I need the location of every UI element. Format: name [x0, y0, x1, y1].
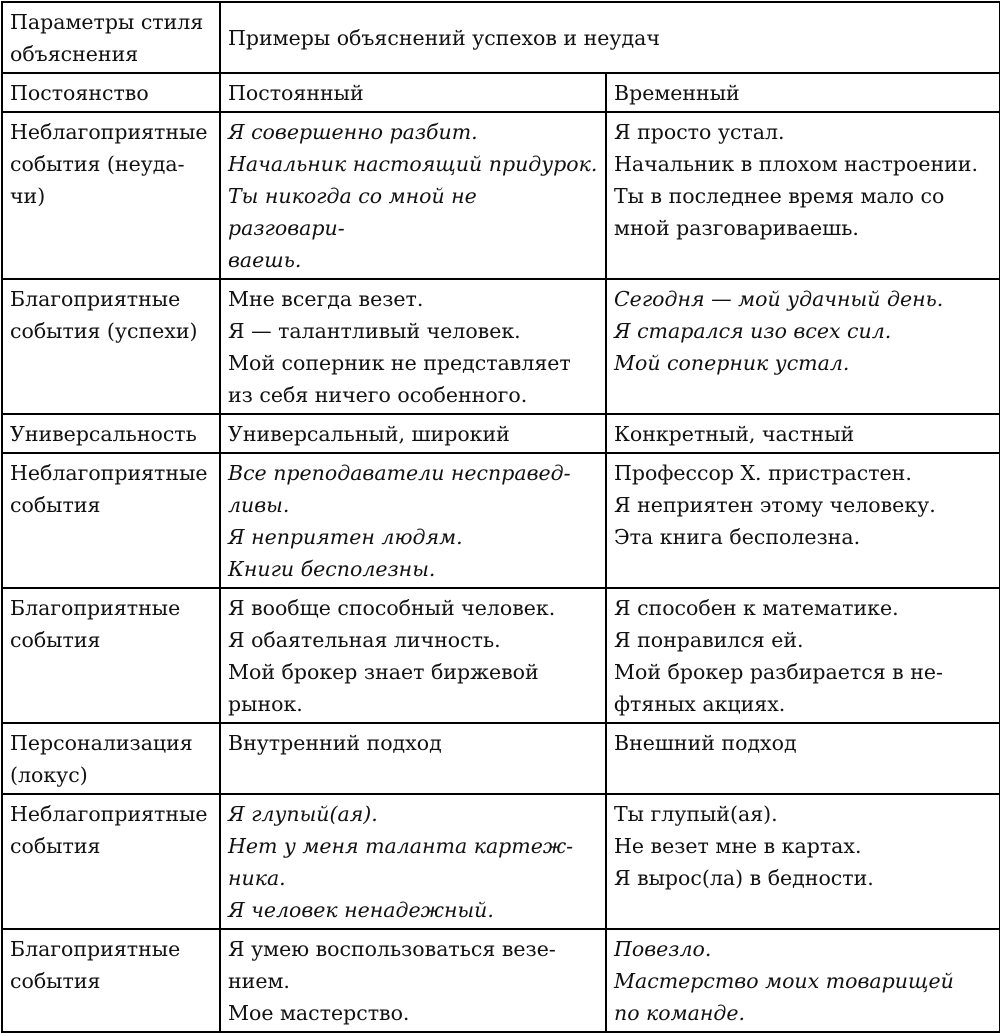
- left-example-cell: [220, 112, 606, 279]
- left-example-line: Я обаятельная личность.: [228, 628, 501, 652]
- right-example-line: Конкретный, частный: [614, 422, 855, 446]
- right-example-cell: [606, 588, 1000, 723]
- row-label-line: Благоприятные: [10, 287, 181, 311]
- row-label-line: Универсальность: [10, 422, 197, 446]
- header-style-parameters-line: Параметры стиля: [10, 10, 204, 34]
- left-example-cell: [220, 279, 606, 414]
- right-example-cell: [606, 453, 1000, 588]
- left-example-line: Я — талантливый человек.: [228, 319, 521, 343]
- row-label-cell: [2, 453, 220, 588]
- left-example-line: Мой соперник не представляет: [228, 351, 571, 375]
- right-example-line: Я неприятен этому человеку.: [614, 493, 936, 517]
- row-label-line: Неблагоприятные: [10, 461, 208, 485]
- row-label-line: события (успехи): [10, 319, 198, 343]
- row-label-cell: [2, 414, 220, 453]
- left-example-line: Внутренний подход: [228, 731, 442, 755]
- left-example-cell: [220, 929, 606, 1032]
- row-label-cell: [2, 279, 220, 414]
- right-example-cell: [606, 723, 1000, 794]
- row-label-line: события: [10, 628, 101, 652]
- table-row: [2, 453, 1000, 588]
- table-row: [2, 279, 1000, 414]
- row-label-line: события (неуда-: [10, 152, 185, 176]
- row-label-line: события: [10, 493, 101, 517]
- row-label-cell: [2, 794, 220, 929]
- left-example-line: Ты никогда со мной не разговари-: [228, 184, 477, 240]
- left-example-line: Постоянный: [228, 81, 364, 105]
- row-label-line: события: [10, 969, 101, 993]
- left-example-line: ника.: [228, 866, 286, 890]
- right-example-line: Не везет мне в картах.: [614, 834, 862, 858]
- row-label-line: Неблагоприятные: [10, 802, 208, 826]
- right-example-cell: [606, 414, 1000, 453]
- explanatory-style-table: [1, 1, 1000, 1033]
- right-example-cell: [606, 279, 1000, 414]
- row-label-cell: [2, 73, 220, 112]
- left-example-line: Мое мастерство.: [228, 1001, 410, 1025]
- row-label-cell: [2, 588, 220, 723]
- row-label-line: чи): [10, 184, 46, 208]
- right-example-line: Я просто устал.: [614, 120, 785, 144]
- row-label-cell: [2, 112, 220, 279]
- right-example-line: Эта книга бесполезна.: [614, 525, 861, 549]
- header-style-parameters-line: объяснения: [10, 42, 139, 66]
- section-row: [2, 414, 1000, 453]
- left-example-line: Начальник настоящий придурок.: [228, 152, 598, 176]
- header-examples: Примеры объяснений успехов и неудач: [220, 2, 1000, 73]
- right-example-line: Я вырос(ла) в бедности.: [614, 866, 874, 890]
- left-example-cell: [220, 794, 606, 929]
- row-label-line: Благоприятные: [10, 937, 181, 961]
- right-example-line: по команде.: [614, 1001, 746, 1025]
- right-example-line: Мой брокер разбирается в не-: [614, 660, 943, 684]
- right-example-line: Я старался изо всех сил.: [614, 319, 892, 343]
- table-row: [2, 588, 1000, 723]
- left-example-line: Я совершенно разбит.: [228, 120, 478, 144]
- left-example-line: Нет у меня таланта картеж-: [228, 834, 574, 858]
- right-example-cell: [606, 794, 1000, 929]
- right-example-line: Я понравился ей.: [614, 628, 804, 652]
- row-label-line: Благоприятные: [10, 596, 181, 620]
- right-example-line: Мастерство моих товарищей: [614, 969, 954, 993]
- right-example-line: Временный: [614, 81, 740, 105]
- left-example-cell: [220, 453, 606, 588]
- left-example-cell: [220, 73, 606, 112]
- header-style-parameters: [2, 2, 220, 73]
- right-example-line: Мой соперник устал.: [614, 351, 850, 375]
- left-example-line: Мой брокер знает биржевой: [228, 660, 539, 684]
- left-example-line: Я глупый(ая).: [228, 802, 378, 826]
- right-example-cell: [606, 112, 1000, 279]
- left-example-line: Универсальный, широкий: [228, 422, 510, 446]
- left-example-line: Я неприятен людям.: [228, 525, 463, 549]
- right-example-line: Внешний подход: [614, 731, 797, 755]
- right-example-line: Профессор Х. пристрастен.: [614, 461, 912, 485]
- table-header-row: [2, 2, 1000, 73]
- right-example-line: Повезло.: [614, 937, 712, 961]
- left-example-line: Я человек ненадежный.: [228, 898, 494, 922]
- table-row: [2, 794, 1000, 929]
- left-example-line: ливы.: [228, 493, 290, 517]
- row-label-line: Персонализация: [10, 731, 193, 755]
- row-label-line: (локус): [10, 763, 88, 787]
- row-label-cell: [2, 929, 220, 1032]
- left-example-line: Я умею воспользоваться везе-: [228, 937, 556, 961]
- left-example-cell: [220, 588, 606, 723]
- right-example-line: Сегодня — мой удачный день.: [614, 287, 944, 311]
- left-example-cell: [220, 414, 606, 453]
- left-example-line: Книги бесполезны.: [228, 557, 436, 581]
- left-example-line: ваешь.: [228, 248, 302, 272]
- table-row: [2, 112, 1000, 279]
- right-example-line: Начальник в плохом настроении.: [614, 152, 978, 176]
- right-example-cell: [606, 929, 1000, 1032]
- right-example-line: Ты в последнее время мало со: [614, 184, 945, 208]
- left-example-line: Мне всегда везет.: [228, 287, 424, 311]
- left-example-cell: [220, 723, 606, 794]
- right-example-line: Я способен к математике.: [614, 596, 899, 620]
- row-label-line: Неблагоприятные: [10, 120, 208, 144]
- left-example-line: нием.: [228, 969, 290, 993]
- right-example-line: фтяных акциях.: [614, 692, 786, 716]
- left-example-line: из себя ничего особенного.: [228, 383, 528, 407]
- left-example-line: Я вообще способный человек.: [228, 596, 556, 620]
- row-label-line: события: [10, 834, 101, 858]
- left-example-line: рынок.: [228, 692, 303, 716]
- row-label-line: Постоянство: [10, 81, 149, 105]
- right-example-line: мной разговариваешь.: [614, 216, 859, 240]
- row-label-cell: [2, 723, 220, 794]
- left-example-line: Все преподаватели несправед-: [228, 461, 571, 485]
- right-example-cell: [606, 73, 1000, 112]
- table-row: [2, 929, 1000, 1032]
- section-row: [2, 73, 1000, 112]
- right-example-line: Ты глупый(ая).: [614, 802, 778, 826]
- section-row: [2, 723, 1000, 794]
